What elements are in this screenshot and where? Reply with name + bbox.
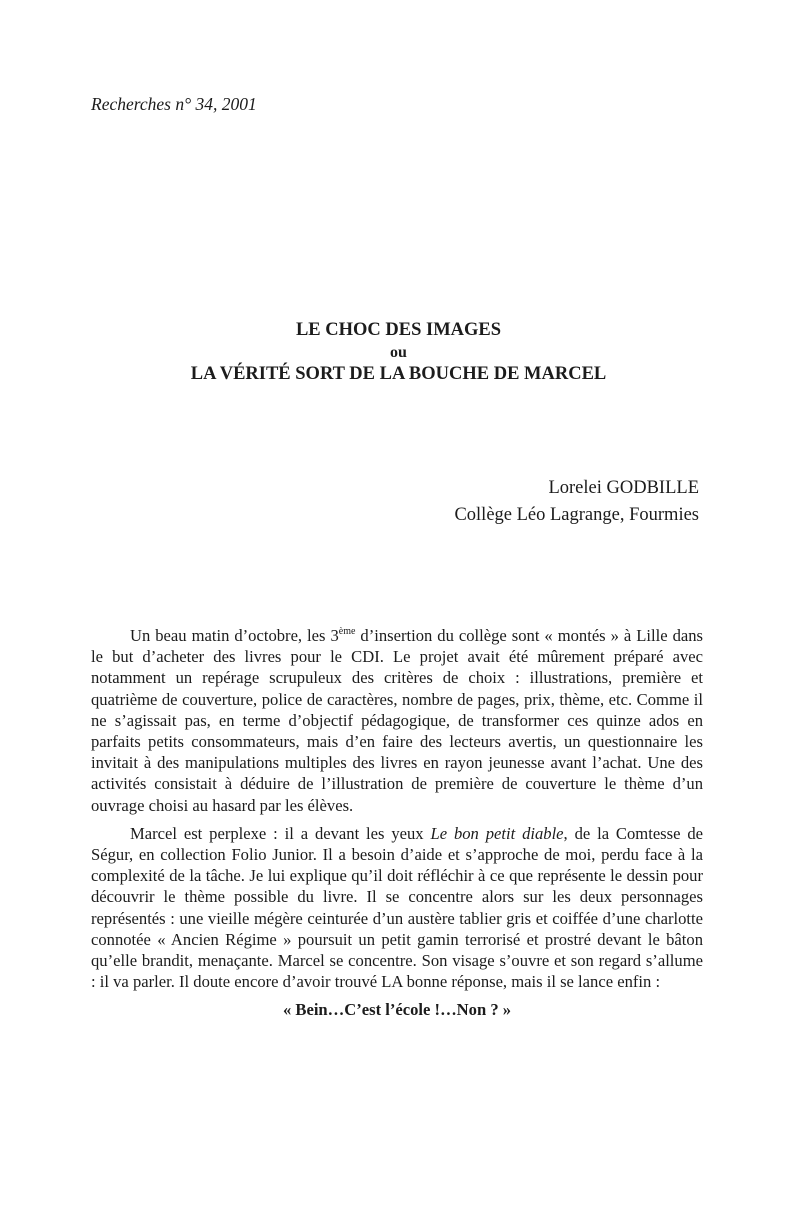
author-block (454, 475, 699, 529)
title-line-1: LE CHOC DES IMAGES (295, 320, 502, 340)
title-line-3: LA VÉRITÉ SORT DE LA BOUCHE DE MARCEL (190, 364, 607, 384)
marcel-quote: « Bein…C’est l’école !…Non ? » (282, 1000, 512, 1020)
article-body (91, 625, 703, 1021)
paragraph-1 (91, 625, 703, 816)
author-affiliation: Collège Léo Lagrange, Fourmies (454, 505, 699, 525)
paragraph-2-start: Marcel est perplexe : il a devant les yeux (130, 823, 431, 843)
book-title: Le bon petit diable (430, 823, 564, 843)
paragraph-2-rest: , de la Comtesse de Ségur, en collection Folio Junior. Il a besoin d’aide et s’approche de moi, perdu face à la complexité de la tâche. Je lui explique qu’il doit réfléchir à ce que représente le dessin pour découvrir le thème possible du livre. Il se concentre alors sur les deux personnages représentés : une vieille mégère ceinturée d’un austère tablier gris et coiffée d’une charlotte connotée « Ancien Régime » poursuit un petit gamin terrorisé et prostré devant le bâton qu’elle brandit, menaçante. Marcel se concentre. Son visage s’ouvre et son regard s’allume : il va parler. Il doute encore d’avoir trouvé LA bonne réponse, mais il se lance enfin : (91, 823, 703, 992)
author-name: Lorelei GODBILLE (548, 478, 699, 498)
paragraph-1-start: Un beau matin d’octobre, les 3 (130, 626, 339, 645)
title-line-2: ou (390, 344, 407, 361)
paragraph-2 (91, 823, 703, 993)
article-title (0, 318, 797, 387)
paragraph-1-rest: d’insertion du collège sont « montés » à Lille dans le but d’acheter des livres pour le CDI. Le projet avait été mûrement préparé avec notamment un repérage scrupuleux des critères de choix : illustrations, première et quatrième de couverture, police de caractères, nombre de pages, prix, thème, etc. Comme il ne s’agissait pas, en terme d’objectif pédagogique, de transformer ces quinze ados en parfaits petits consommateurs, mais d’en faire des lecteurs avertis, un questionnaire les invitait à des manipulations multiples des livres en rayon jeunesse avant l’achat. Une des activités consistait à déduire de l’illustration de première de couverture le thème d’un ouvrage choisi au hasard par les élèves. (91, 626, 703, 815)
journal-header: Recherches n° 34, 2001 (91, 94, 257, 114)
paragraph-1-superscript: ème (338, 626, 356, 637)
